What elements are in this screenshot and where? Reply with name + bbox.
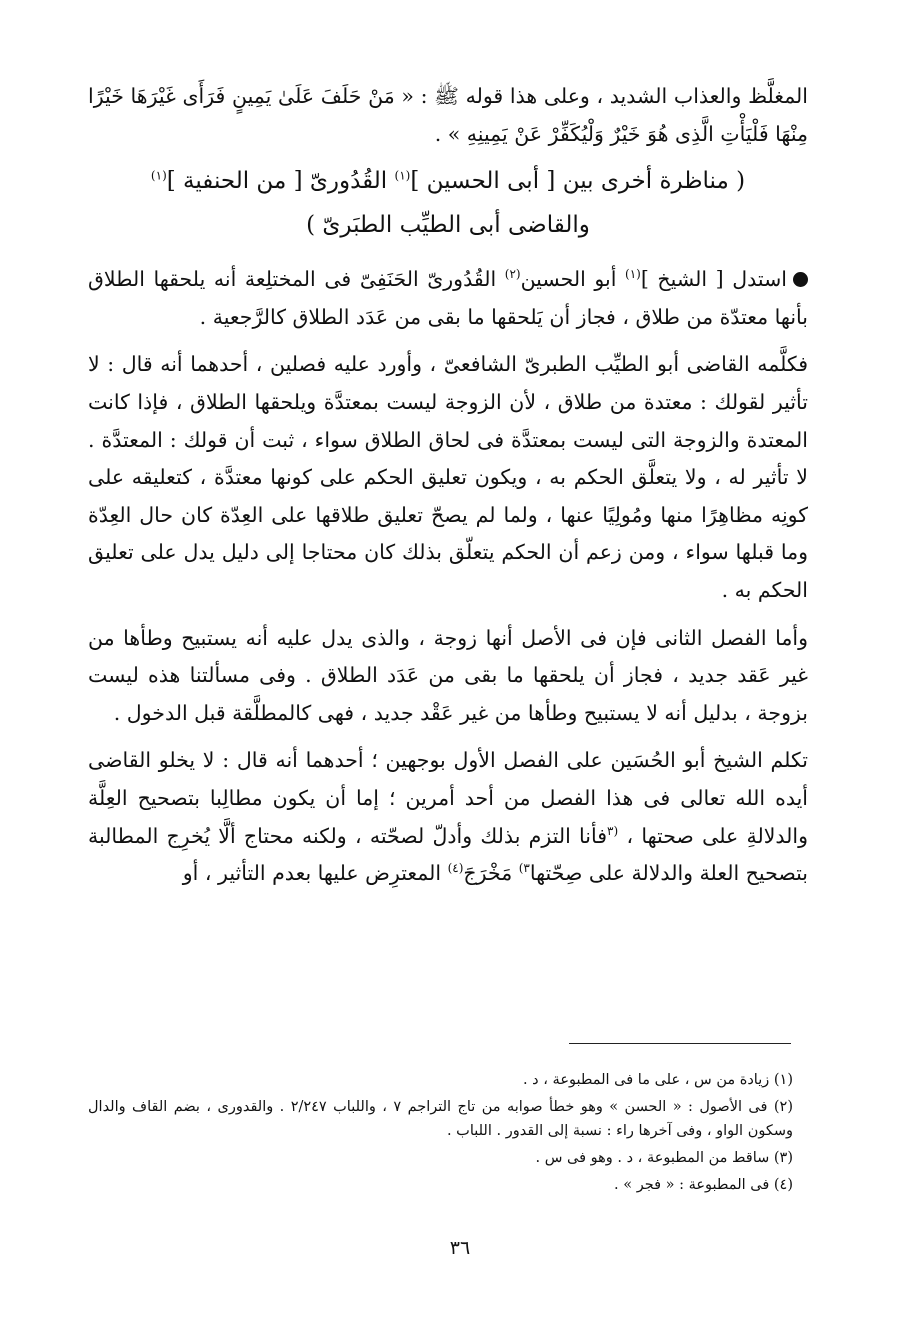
p3-text: وأما الفصل الثانى فإن فى الأصل أنها زوجة ، والذى يدل عليه أنه يستبيح وطأها من غير عَقد جديد ، فجاز أن يلحقها ما بقى من عَدَد الطلاق . وفى مسألتنا هذه ليست بزوجة ، بدليل أنه لا يستبيح وطأها من غير عَقْد جديد ، فهى كالمطلَّقة قبل الدخول .	[88, 625, 809, 725]
footnote-ref: (٢)	[504, 267, 521, 282]
section-heading-line-1	[88, 159, 808, 203]
footnote-ref: (١)	[625, 267, 641, 282]
footnote-ref: (٤)	[447, 861, 464, 876]
p4-text-c: مَخْرَجَ	[463, 861, 519, 886]
p4-text-a: تكلم الشيخ أبو الحُسَين على الفصل الأول بوجهين ؛ أحدهما أنه قال : لا يخلو القاضى أيده الله تعالى فى هذا الفصل من أحد أمرين ؛ إما أن يكون مطالِبا بتصحيح العِلَّة والدلالةِ على صحتها ،	[88, 748, 808, 848]
body-paragraph-1	[88, 261, 808, 336]
intro-paragraph	[88, 78, 808, 153]
footnote-ref: ٣)	[518, 861, 530, 876]
heading-text-a: ( مناظرة أخرى بين [ أبى الحسين ]	[410, 168, 746, 195]
page-body	[88, 78, 808, 893]
intro-text: المغلَّظ والعذاب الشديد ، وعلى هذا قوله ﷺ : « مَنْ حَلَفَ عَلَىٰ يَمِينٍ فَرَأَى غَيْرَهَا خَيْرًا مِنْهَا فَلْيَأْتِ الَّذِى هُوَ خَيْرٌ وَلْيُكَفِّرْ عَنْ يَمِينِهِ » .	[88, 84, 808, 146]
section-heading-line-2: والقاضى أبى الطيِّب الطبَرىّ )	[306, 212, 590, 239]
footnotes	[88, 1068, 793, 1200]
heading-text-b: القُدُورىّ [ من الحنفية ]	[166, 168, 395, 195]
footnote-ref: (٣	[607, 823, 619, 838]
page-number: ٣٦	[449, 1237, 471, 1259]
body-paragraph-4	[88, 742, 808, 892]
p1-text-c: القُدُورىّ الحَنَفِىّ فى المختلِعة أنه يلحقها الطلاق بأنها معتدّة من طلاق ، فجاز أن يَلحقها ما بقى من عَدَد الطلاق كالرَّجعية .	[88, 267, 808, 329]
p2-text: فكلَّمه القاضى أبو الطيِّب الطبرىّ الشافعىّ ، وأورد عليه فصلين ، أحدهما أنه قال : لا تأثير لقولك : معتدة من طلاق ، لأن الزوجة ليست بمعتدَّة ويلحقها الطلاق ، فإذا كانت المعتدة والزوجة التى ليست بمعتدَّة فى لحاق الطلاق سواء ، ثبت أن قولك : المعتدَّة . لا تأثير له ، ولا يتعلَّق الحكم به ، ويكون تعليق الحكم على كونها معتدَّة ، كتعليقه على كونِه مظاهِرًا منها ومُولِيًا عنها ، ولما لم يصحّ تعليق طلاقها على العِدّة كان حال العِدّة وما قبلها سواء ، ومن زعم أن الحكم يتعلّق بذلك كان محتاجا إلى دليل يدل على تعليق الحكم به .	[88, 352, 808, 602]
footnote-2: (٢) فى الأصول : « الحسن » وهو خطأ صوابه من تاج التراجم ٧ ، واللباب ٢/٢٤٧ . والقدورى ، بضم القاف والدال وسكون الواو ، وفى آخرها راء : نسبة إلى القدور . اللباب .	[88, 1099, 793, 1139]
body-paragraph-2	[88, 346, 808, 609]
footnote-ref: (١)	[150, 168, 167, 183]
p1-text-b: أبو الحسين	[520, 267, 626, 292]
footnote-4: (٤) فى المطبوعة : « فجر » .	[614, 1177, 793, 1193]
p4-text-b: فأنا التزم بذلك وأدلّ لصحّته ، ولكنه محتاج ألَّا يُخرِج المطالبة بتصحيح العلة والدلالة على صِحّتها	[88, 823, 808, 886]
footnote-ref: (١)	[394, 168, 411, 183]
footnote-1: (١) زيادة من س ، على ما فى المطبوعة ، د .	[522, 1072, 793, 1088]
bullet-icon	[793, 272, 808, 287]
footnote-3: (٣) ساقط من المطبوعة ، د . وهو فى س .	[535, 1150, 793, 1166]
p1-text-a: استدل [ الشيخ ]	[640, 267, 787, 292]
body-paragraph-3	[88, 620, 808, 733]
section-heading	[88, 159, 808, 247]
p4-text-d: المعترِض عليها بعدم التأثير ، أو	[182, 861, 448, 886]
footnote-separator	[569, 1043, 791, 1044]
